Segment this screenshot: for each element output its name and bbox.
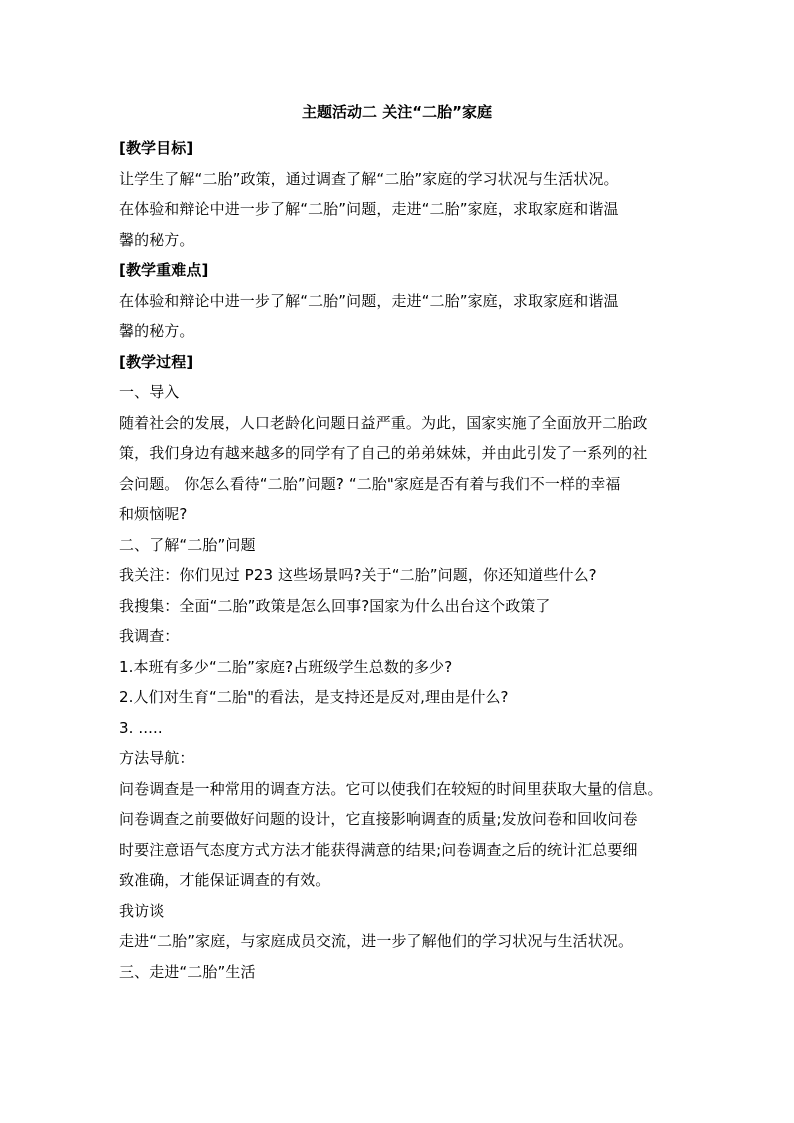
list-item: 3. ..... xyxy=(119,718,163,737)
paragraph-line: 我调查： xyxy=(119,627,180,645)
paragraph-line: 致准确，才能保证调查的有效。 xyxy=(119,871,331,889)
section-heading-process: [教学过程] xyxy=(119,352,194,371)
paragraph-line: 随着社会的发展，人口老龄化问题日益严重。为此，国家实施了全面放开二胎政 xyxy=(119,413,648,432)
paragraph-line: 我搜集：全面“二胎”政策是怎么回事?国家为什么出台这个政策了 xyxy=(119,596,551,615)
document-title: 主题活动二 关注“二胎”家庭 xyxy=(302,103,492,121)
paragraph-line: 我关注：你们见过 P23 这些场景吗?关于“二胎”问题，你还知道些什么? xyxy=(119,566,597,584)
section-heading-key-points: [教学重难点] xyxy=(119,261,209,279)
paragraph-line: 走进“二胎”家庭，与家庭成员交流，进一步了解他们的学习状况与生活状况。 xyxy=(119,932,634,950)
paragraph-line: 让学生了解“二胎”政策，通过调查了解“二胎”家庭的学习状况与生活状况。 xyxy=(119,169,619,188)
paragraph-line: 问卷调查是一种常用的调查方法。它可以使我们在较短的时间里获取大量的信息。 xyxy=(119,779,663,798)
paragraph-line: 馨的秘方。 xyxy=(119,230,195,249)
list-item: 2.人们对生育“二胎"的看法，是支持还是反对,理由是什么? xyxy=(119,688,509,706)
subheading-understand: 二、了解“二胎”问题 xyxy=(119,535,256,554)
subheading-intro: 一、导入 xyxy=(119,383,180,401)
paragraph-line: 在体验和辩论中进一步了解“二胎”问题，走进“二胎”家庭，求取家庭和谐温 xyxy=(119,200,619,218)
section-heading-objectives: [教学目标] xyxy=(119,139,194,157)
paragraph-line: 在体验和辩论中进一步了解“二胎”问题，走进“二胎”家庭，求取家庭和谐温 xyxy=(119,291,619,310)
document-body xyxy=(119,133,679,987)
paragraph-line: 方法导航： xyxy=(119,749,195,767)
list-item: 1.本班有多少“二胎”家庭?占班级学生总数的多少? xyxy=(119,657,453,676)
paragraph-line: 时要注意语气态度方式方法才能获得满意的结果;问卷调查之后的统计汇总要细 xyxy=(119,840,638,859)
subheading-enter-life: 三、走进“二胎”生活 xyxy=(119,962,256,981)
paragraph-line: 策，我们身边有越来越多的同学有了自己的弟弟妹妹，并由此引发了一系列的社 xyxy=(119,444,648,462)
paragraph-line: 问卷调查之前要做好问题的设计，它直接影响调查的质量;发放问卷和回收问卷 xyxy=(119,810,638,828)
paragraph-line: 和烦恼呢? xyxy=(119,505,188,523)
paragraph-line: 我访谈 xyxy=(119,901,165,920)
paragraph-line: 馨的秘方。 xyxy=(119,322,195,340)
paragraph-line: 会问题。 你怎么看待“二胎”问题? “二胎"家庭是否有着与我们不一样的幸福 xyxy=(119,474,621,493)
